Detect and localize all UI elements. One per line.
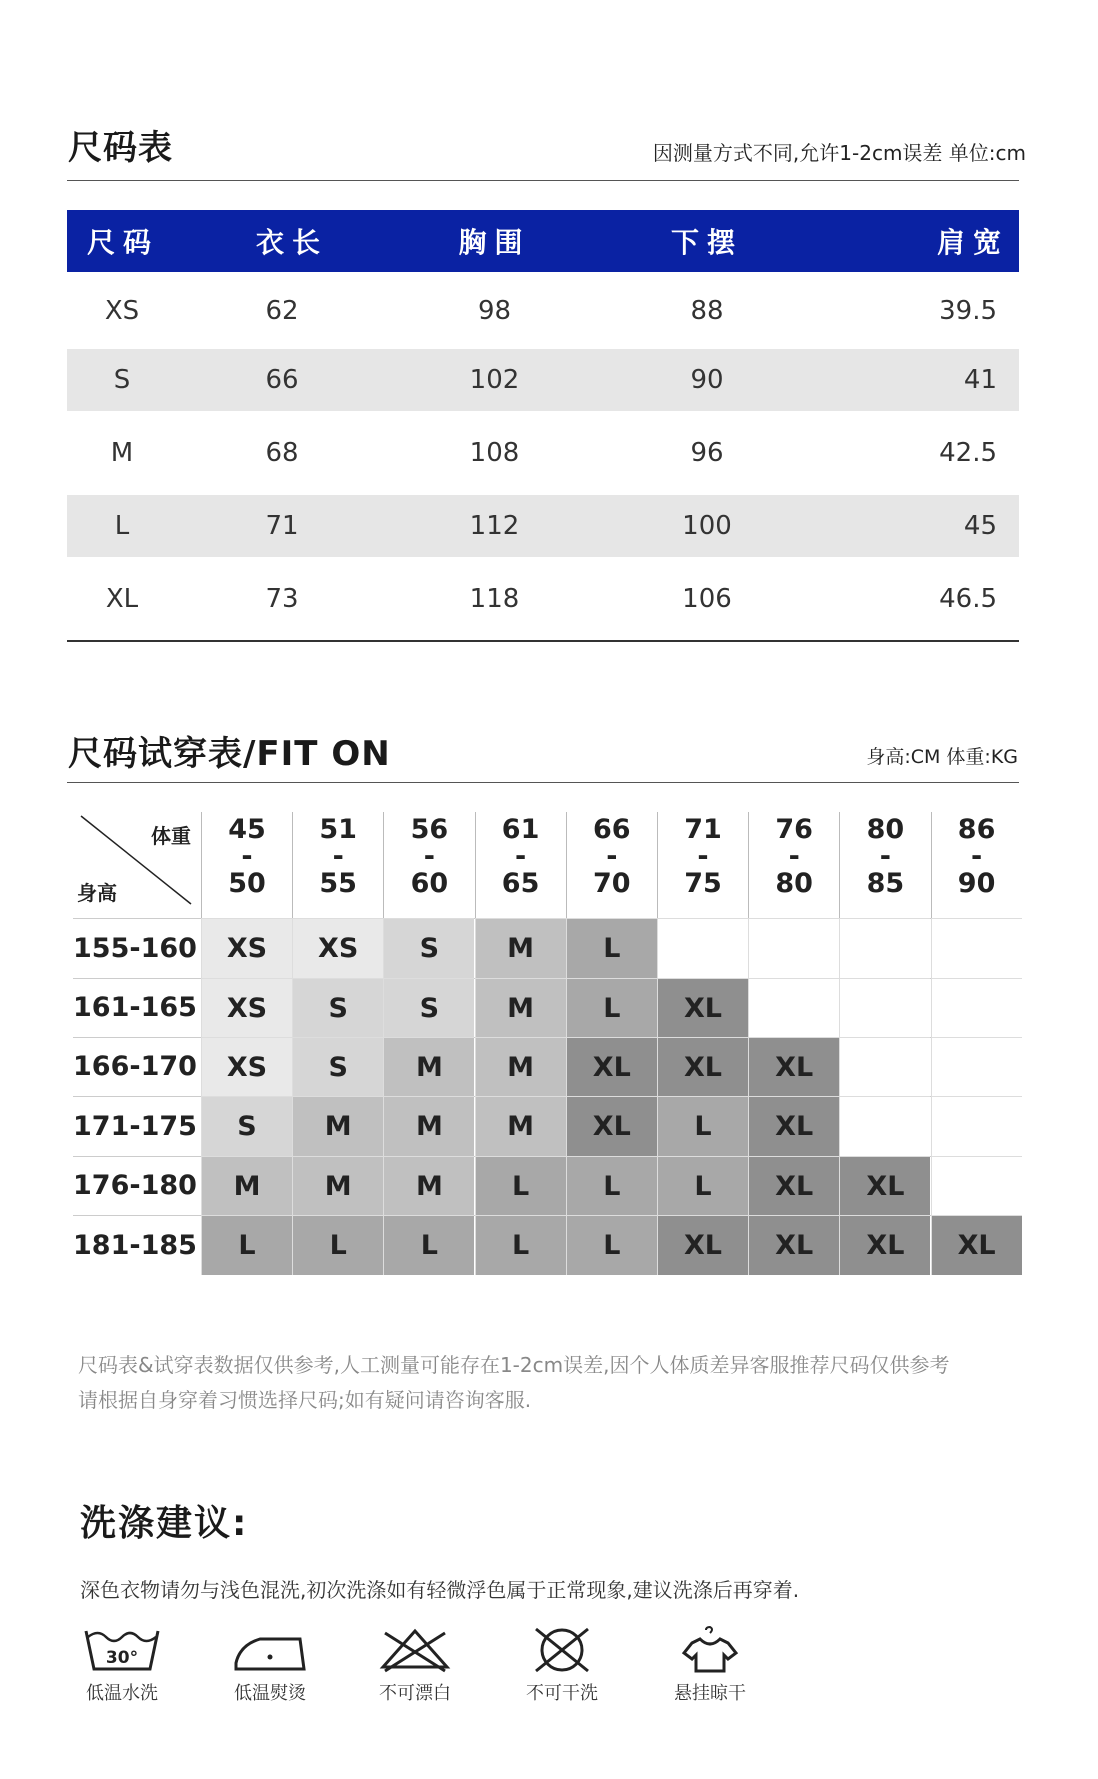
- weight-column-header: [201, 812, 292, 918]
- fit-size-cell: S: [383, 978, 474, 1037]
- weight-bottom: 60: [410, 868, 449, 899]
- cell-hem: 100: [682, 511, 732, 541]
- cell-chest: 112: [469, 511, 520, 541]
- fit-size-cell: L: [201, 1215, 292, 1275]
- weight-column-header: [657, 812, 748, 918]
- cell-shoulder: 41: [963, 365, 997, 395]
- weight-top: 86: [957, 814, 996, 845]
- fit-size-cell: M: [475, 918, 566, 978]
- fit-size-cell: L: [292, 1215, 383, 1275]
- height-row-label: 161-165: [73, 992, 197, 1023]
- fit-size-cell: M: [383, 1037, 474, 1096]
- height-row-label: 171-175: [73, 1110, 197, 1142]
- fit-size-cell: XL: [839, 1156, 930, 1215]
- weight-top: 66: [593, 814, 631, 845]
- weight-column-header: [931, 812, 1022, 918]
- fit-chart-note: 身高:CM 体重:KG: [866, 746, 1018, 768]
- cell-hem: 90: [690, 365, 724, 395]
- cell-hem: 88: [690, 295, 724, 326]
- washing-title: 洗涤建议:: [80, 1503, 249, 1544]
- care-item: [67, 1625, 177, 1705]
- height-row-label: 176-180: [73, 1170, 197, 1201]
- header-chest: 胸围: [458, 226, 531, 259]
- weight-sep: -: [879, 841, 891, 872]
- weight-sep: -: [788, 841, 800, 872]
- fit-size-cell: L: [383, 1215, 474, 1275]
- weight-column-header: [839, 812, 930, 918]
- fit-size-cell: M: [201, 1156, 292, 1215]
- fit-size-cell: XL: [748, 1156, 839, 1215]
- table-row: [67, 272, 1019, 349]
- size-chart-title: 尺码表: [68, 128, 173, 168]
- weight-top: 76: [775, 814, 813, 845]
- cell-shoulder: 46.5: [939, 583, 997, 614]
- care-item: [507, 1625, 617, 1705]
- cell-size: L: [114, 511, 130, 541]
- disclaimer-line-1: 尺码表&试穿表数据仅供参考,人工测量可能存在1-2cm误差,因个人体质差异客服推荐尺码仅供参考: [78, 1353, 950, 1377]
- cell-length: 71: [265, 511, 299, 541]
- weight-top: 80: [866, 814, 905, 845]
- fit-size-cell: [657, 918, 748, 978]
- care-item: [360, 1625, 470, 1705]
- cell-chest: 102: [469, 365, 520, 395]
- cell-chest: 98: [477, 295, 512, 326]
- fit-table-corner: [73, 812, 201, 918]
- header-hem: 下摆: [670, 226, 743, 259]
- weight-sep: -: [332, 841, 344, 872]
- disclaimer: [78, 1348, 1038, 1418]
- fit-size-cell: L: [475, 1215, 566, 1275]
- care-label: 低温水洗: [86, 1683, 158, 1704]
- care-label: 不可漂白: [379, 1683, 451, 1704]
- fit-size-cell: XS: [292, 918, 383, 978]
- weight-sep: -: [423, 841, 435, 872]
- weight-column-header: [383, 812, 474, 918]
- weight-bottom: 75: [684, 868, 722, 899]
- fit-size-cell: [931, 1037, 1022, 1096]
- fit-size-cell: XS: [201, 918, 292, 978]
- fit-size-cell: L: [475, 1156, 566, 1215]
- cell-hem: 96: [690, 438, 724, 468]
- fit-size-cell: S: [383, 918, 474, 978]
- cell-size: M: [110, 438, 134, 468]
- weight-bottom: 50: [228, 868, 266, 899]
- weight-bottom: 80: [775, 868, 813, 899]
- size-table-header: [67, 210, 1019, 272]
- weight-bottom: 70: [593, 868, 631, 899]
- weight-bottom: 90: [957, 868, 996, 899]
- cell-chest: 118: [469, 583, 520, 614]
- weight-top: 51: [319, 814, 357, 845]
- fit-size-cell: M: [292, 1156, 383, 1215]
- fit-size-cell: [931, 1156, 1022, 1215]
- disclaimer-line-2: 请根据自身穿着习惯选择尺码;如有疑问请咨询客服.: [78, 1388, 532, 1412]
- divider: [67, 782, 1019, 783]
- fit-size-cell: L: [566, 978, 657, 1037]
- divider: [67, 180, 1019, 181]
- fit-size-cell: S: [292, 978, 383, 1037]
- fit-size-cell: XS: [201, 1037, 292, 1096]
- fit-size-cell: [839, 1096, 930, 1156]
- header-size: 尺码: [87, 226, 160, 259]
- height-row-label: 166-170: [73, 1051, 197, 1082]
- care-item: [655, 1625, 765, 1705]
- care-label: 悬挂晾干: [674, 1683, 746, 1704]
- weight-sep: -: [241, 841, 253, 872]
- height-row-label: 155-160: [73, 932, 197, 964]
- cell-length: 62: [265, 295, 299, 326]
- cell-size: XS: [104, 295, 140, 326]
- weight-column-header: [292, 812, 383, 918]
- weight-top: 45: [228, 814, 266, 845]
- fit-size-cell: [931, 918, 1022, 978]
- cell-chest: 108: [469, 438, 520, 468]
- corner-height-label: 身高: [77, 881, 117, 905]
- fit-size-cell: XL: [657, 1037, 748, 1096]
- fit-size-cell: M: [475, 978, 566, 1037]
- cell-hem: 106: [682, 583, 732, 614]
- washing-description: 深色衣物请勿与浅色混洗,初次洗涤如有轻微浮色属于正常现象,建议洗涤后再穿着.: [80, 1578, 800, 1602]
- fit-size-cell: XS: [201, 978, 292, 1037]
- iron-low-icon: [230, 1625, 310, 1673]
- header-shoulder: 肩宽: [936, 226, 1009, 259]
- fit-size-cell: [839, 918, 930, 978]
- fit-size-cell: L: [566, 1156, 657, 1215]
- no-bleach-icon: [375, 1625, 455, 1673]
- care-label: 不可干洗: [526, 1683, 598, 1704]
- fit-size-cell: XL: [748, 1037, 839, 1096]
- fit-size-cell: S: [292, 1037, 383, 1096]
- cell-size: S: [113, 365, 131, 395]
- size-chart-note: 因测量方式不同,允许1-2cm误差 单位:cm: [652, 141, 1026, 165]
- fit-size-cell: L: [566, 1215, 657, 1275]
- fit-size-cell: XL: [748, 1215, 839, 1275]
- size-table: [67, 210, 1019, 640]
- weight-bottom: 85: [866, 868, 905, 899]
- wash-temp-text: 30°: [105, 1648, 139, 1668]
- cell-size: XL: [105, 583, 139, 614]
- fit-size-cell: M: [383, 1096, 474, 1156]
- weight-sep: -: [606, 841, 618, 872]
- fit-size-cell: XL: [657, 978, 748, 1037]
- fit-size-cell: XL: [566, 1096, 657, 1156]
- fit-chart-title: 尺码试穿表/FIT ON: [68, 734, 391, 774]
- fit-size-cell: M: [292, 1096, 383, 1156]
- fit-size-cell: XL: [931, 1215, 1022, 1275]
- wash-30-icon: [82, 1625, 162, 1673]
- cell-length: 66: [265, 365, 299, 395]
- hang-dry-icon: [670, 1625, 750, 1673]
- weight-sep: -: [697, 841, 709, 872]
- fit-size-cell: [839, 1037, 930, 1096]
- weight-bottom: 55: [319, 868, 357, 899]
- table-row: [67, 349, 1019, 411]
- weight-column-header: [748, 812, 839, 918]
- divider: [67, 640, 1019, 642]
- cell-shoulder: 42.5: [939, 438, 997, 468]
- fit-size-cell: XL: [657, 1215, 748, 1275]
- fit-size-cell: M: [383, 1156, 474, 1215]
- weight-column-header: [566, 812, 657, 918]
- cell-shoulder: 45: [963, 511, 997, 541]
- cell-length: 68: [265, 438, 299, 468]
- weight-sep: -: [514, 841, 527, 872]
- fit-size-cell: XL: [748, 1096, 839, 1156]
- cell-length: 73: [265, 583, 299, 614]
- fit-size-cell: [931, 978, 1022, 1037]
- fit-size-cell: XL: [839, 1215, 930, 1275]
- corner-weight-label: 体重: [151, 824, 191, 848]
- fit-size-cell: L: [657, 1096, 748, 1156]
- fit-size-cell: L: [566, 918, 657, 978]
- table-row: [67, 557, 1019, 640]
- table-row: [67, 495, 1019, 557]
- weight-column-header: [475, 812, 566, 918]
- weight-top: 71: [684, 814, 722, 845]
- weight-top: 56: [410, 814, 449, 845]
- weight-sep: -: [970, 841, 983, 872]
- weight-top: 61: [501, 814, 540, 845]
- fit-size-cell: [839, 978, 930, 1037]
- fit-size-cell: M: [475, 1037, 566, 1096]
- cell-shoulder: 39.5: [939, 295, 997, 326]
- fit-size-cell: [748, 918, 839, 978]
- weight-bottom: 65: [501, 868, 540, 899]
- fit-size-cell: M: [475, 1096, 566, 1156]
- no-dry-clean-icon: [522, 1625, 602, 1673]
- fit-size-cell: S: [201, 1096, 292, 1156]
- fit-size-cell: [748, 978, 839, 1037]
- fit-size-cell: [931, 1096, 1022, 1156]
- fit-size-cell: L: [657, 1156, 748, 1215]
- table-row: [67, 411, 1019, 495]
- height-row-label: 181-185: [73, 1229, 197, 1261]
- care-item: [215, 1625, 325, 1705]
- care-label: 低温熨烫: [234, 1683, 306, 1704]
- fit-size-cell: XL: [566, 1037, 657, 1096]
- header-length: 衣长: [255, 226, 328, 259]
